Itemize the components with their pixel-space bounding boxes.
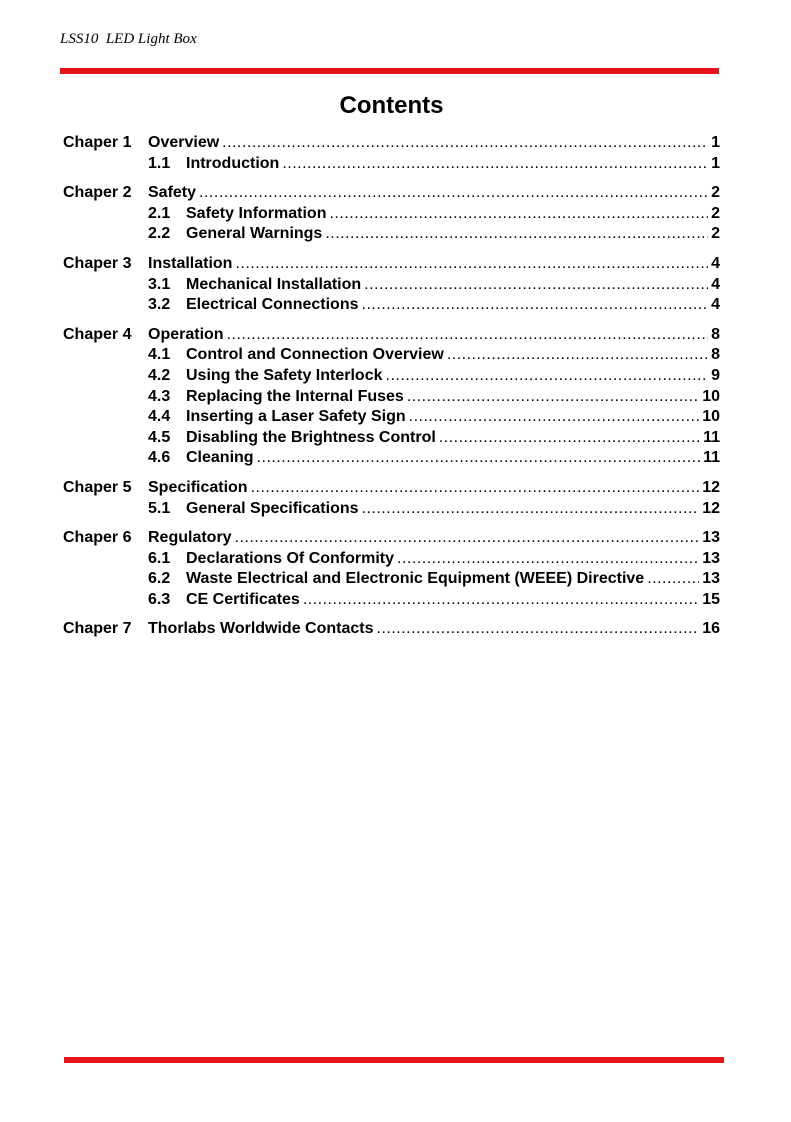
- entry-title: Control and Connection Overview: [186, 346, 444, 364]
- page-number: 1: [711, 154, 720, 172]
- dot-leader: [362, 295, 709, 316]
- chapter-label: Chaper 3: [63, 254, 132, 272]
- toc-chapter: [63, 528, 720, 610]
- dot-leader: [397, 549, 699, 570]
- dot-leader: [447, 345, 708, 366]
- entry-title: Thorlabs Worldwide Contacts: [148, 620, 374, 638]
- toc-chapter: [63, 254, 720, 316]
- toc-section-entry[interactable]: [63, 275, 720, 296]
- entry-title: CE Certificates: [186, 590, 300, 608]
- dot-leader: [251, 478, 700, 499]
- page-number: 8: [711, 325, 720, 343]
- toc-section-entry[interactable]: [63, 387, 720, 408]
- entry-title: General Warnings: [186, 225, 323, 243]
- page-title: Contents: [339, 92, 444, 119]
- dot-leader: [235, 528, 700, 549]
- entry-title: Installation: [148, 254, 233, 272]
- page-number: 11: [703, 449, 720, 467]
- toc-section-entry[interactable]: [63, 549, 720, 570]
- toc-chapter-entry[interactable]: [63, 133, 720, 154]
- section-number: 6.2: [148, 570, 171, 588]
- toc-section-entry[interactable]: [63, 407, 720, 428]
- toc-section-entry[interactable]: [63, 345, 720, 366]
- toc-section-entry[interactable]: [63, 154, 720, 175]
- page-number: 4: [711, 275, 720, 293]
- page-number: 1: [711, 134, 720, 151]
- dot-leader: [407, 387, 699, 408]
- page-number: 13: [702, 549, 720, 567]
- toc-chapter-entry[interactable]: [63, 325, 720, 346]
- section-number: 4.1: [148, 346, 171, 364]
- toc-section-entry[interactable]: [63, 224, 720, 245]
- toc-chapter: [63, 325, 720, 469]
- dot-leader: [377, 619, 700, 640]
- chapter-label: Chaper 7: [63, 620, 132, 638]
- dot-leader: [199, 183, 708, 204]
- entry-title: Replacing the Internal Fuses: [186, 387, 404, 405]
- page-number: 2: [711, 184, 720, 202]
- page-number: 10: [702, 387, 720, 405]
- page-number: 11: [703, 428, 720, 446]
- page-number: 4: [711, 296, 720, 314]
- page-number: 9: [711, 366, 720, 384]
- toc-chapter: [63, 183, 720, 245]
- page-number: 4: [711, 254, 720, 272]
- dot-leader: [325, 224, 708, 245]
- page-number: 16: [702, 620, 720, 638]
- section-number: 6.1: [148, 549, 171, 567]
- entry-title: Safety Information: [186, 204, 327, 222]
- dot-leader: [386, 366, 709, 387]
- toc-chapter-entry[interactable]: [63, 254, 720, 275]
- dot-leader: [227, 325, 709, 346]
- dot-leader: [364, 275, 708, 296]
- dot-leader: [647, 569, 699, 590]
- toc-section-entry[interactable]: [63, 569, 720, 590]
- section-number: 4.3: [148, 387, 171, 405]
- header-rule: [60, 68, 719, 74]
- section-number: 3.1: [148, 275, 171, 293]
- entry-title: Mechanical Installation: [186, 275, 362, 293]
- page-number: 2: [711, 225, 720, 243]
- page-number: 15: [702, 590, 720, 608]
- entry-title: Overview: [148, 134, 220, 151]
- toc-chapter-entry[interactable]: [63, 478, 720, 499]
- chapter-label: Chaper 2: [63, 184, 132, 202]
- toc-section-entry[interactable]: [63, 448, 720, 469]
- toc-chapter-entry[interactable]: [63, 619, 720, 640]
- toc-section-entry[interactable]: [63, 428, 720, 449]
- page-number: 10: [702, 408, 720, 426]
- chapter-label: Chaper 5: [63, 478, 132, 496]
- toc-chapter: [63, 478, 720, 519]
- toc-chapter: [63, 133, 720, 174]
- section-number: 2.1: [148, 204, 171, 222]
- section-number: 4.4: [148, 408, 171, 426]
- page-number: 13: [702, 570, 720, 588]
- toc-section-entry[interactable]: [63, 499, 720, 520]
- toc-section-entry[interactable]: [63, 590, 720, 611]
- dot-leader: [257, 448, 701, 469]
- section-number: 5.1: [148, 499, 171, 517]
- entry-title: Safety: [148, 184, 197, 202]
- entry-title: Cleaning: [186, 449, 254, 467]
- section-number: 4.2: [148, 366, 171, 384]
- chapter-label: Chaper 1: [63, 134, 132, 151]
- entry-title: Disabling the Brightness Control: [186, 428, 436, 446]
- entry-title: Operation: [148, 325, 224, 343]
- entry-title: Regulatory: [148, 529, 232, 547]
- toc-chapter: [63, 619, 720, 640]
- running-header: LSS10 LED Light Box: [60, 31, 197, 47]
- toc-chapter-entry[interactable]: [63, 183, 720, 204]
- chapter-label: Chaper 4: [63, 325, 132, 343]
- page-number: 12: [702, 499, 720, 517]
- dot-leader: [439, 428, 700, 449]
- entry-title: Inserting a Laser Safety Sign: [186, 408, 406, 426]
- entry-title: Using the Safety Interlock: [186, 366, 383, 384]
- page-number: 13: [702, 529, 720, 547]
- section-number: 2.2: [148, 225, 171, 243]
- entry-title: Electrical Connections: [186, 296, 359, 314]
- section-number: 3.2: [148, 296, 171, 314]
- toc-section-entry[interactable]: [63, 366, 720, 387]
- toc-section-entry[interactable]: [63, 204, 720, 225]
- dot-leader: [329, 204, 708, 225]
- entry-title: Introduction: [186, 154, 280, 172]
- page-number: 12: [702, 478, 720, 496]
- entry-title: Waste Electrical and Electronic Equipment (WEEE) Directive: [186, 570, 645, 588]
- toc-section-entry[interactable]: [63, 295, 720, 316]
- dot-leader: [235, 254, 708, 275]
- toc-chapter-entry[interactable]: [63, 528, 720, 549]
- entry-title: Declarations Of Conformity: [186, 549, 395, 567]
- entry-title: General Specifications: [186, 499, 359, 517]
- section-number: 1.1: [148, 154, 171, 172]
- dot-leader: [222, 133, 708, 154]
- dot-leader: [282, 154, 708, 175]
- section-number: 4.5: [148, 428, 171, 446]
- dot-leader: [362, 499, 700, 520]
- page-number: 8: [711, 346, 720, 364]
- footer-rule: [64, 1057, 724, 1063]
- entry-title: Specification: [148, 478, 248, 496]
- chapter-label: Chaper 6: [63, 529, 132, 547]
- dot-leader: [303, 590, 699, 611]
- page-number: 2: [711, 204, 720, 222]
- dot-leader: [409, 407, 700, 428]
- section-number: 6.3: [148, 590, 171, 608]
- table-of-contents: [63, 133, 720, 649]
- section-number: 4.6: [148, 449, 171, 467]
